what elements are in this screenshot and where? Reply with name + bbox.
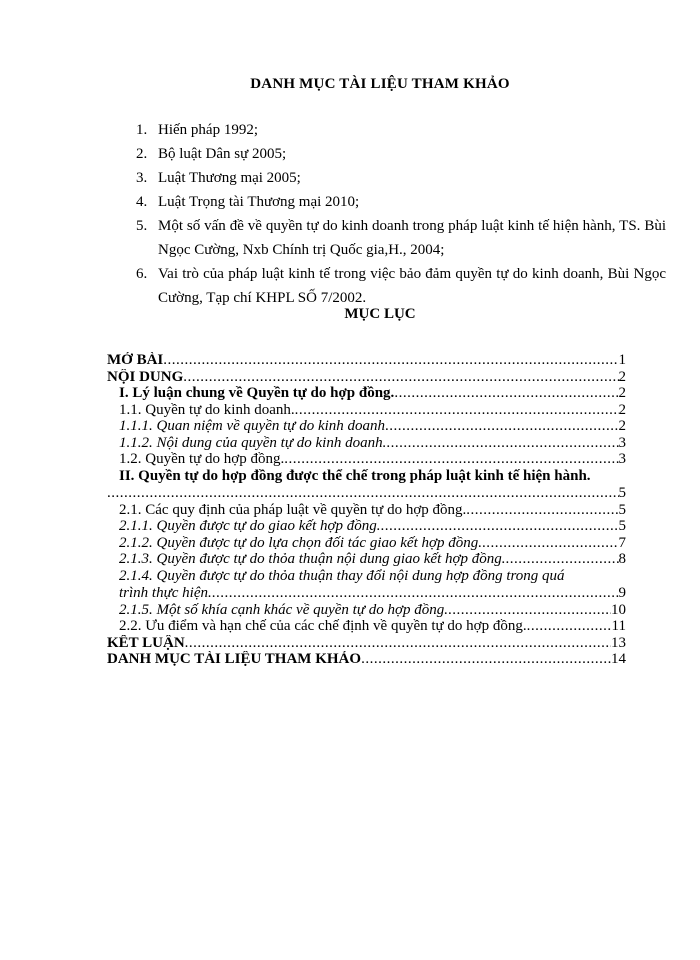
toc-entry-section-II[interactable] xyxy=(107,468,626,502)
toc-entry-2-1-3[interactable] xyxy=(107,551,626,568)
toc-page-number: 2 xyxy=(618,418,626,434)
toc-leader-dots xyxy=(482,535,619,552)
toc-entry-1-1[interactable] xyxy=(107,402,626,419)
toc-leader-dots xyxy=(466,502,618,519)
toc-page-number: 5 xyxy=(618,484,626,501)
toc-leader-dots xyxy=(163,352,618,369)
toc-leader-dots xyxy=(381,518,619,535)
toc-entry-label: 1.1.1. Quan niệm về quyền tự do kinh doanh xyxy=(119,418,386,434)
toc-entry-2-1-5[interactable] xyxy=(107,602,626,619)
toc-page-number: 5 xyxy=(618,501,626,518)
toc-entry-label: 2.1.1. Quyền được tự do giao kết hợp đồng. xyxy=(119,518,381,534)
toc-entry-2-1-4[interactable] xyxy=(107,568,626,602)
references-title: DANH MỤC TÀI LIỆU THAM KHẢO xyxy=(250,76,510,92)
toc-entry-label: I. Lý luận chung về Quyền tự do hợp đồng. xyxy=(119,385,395,401)
toc-entry-label: 2.1.5. Một số khía cạnh khác về quyền tự do hợp đồng. xyxy=(119,601,449,618)
toc-entry-label: 1.1.2. Nội dung của quyền tự do kinh doanh. xyxy=(119,434,387,451)
toc-page-number: 9 xyxy=(618,584,626,601)
toc-title: MỤC LỤC xyxy=(344,306,416,322)
toc-leader-dots xyxy=(212,585,619,602)
reference-number: 1. xyxy=(136,122,148,138)
toc-entry-label: 2.1.4. Quyền được tự do thỏa thuận thay đổi nội dung hợp đồng trong quá xyxy=(119,567,565,584)
toc-entry-2-2[interactable] xyxy=(107,618,626,635)
toc-entry-references[interactable] xyxy=(107,651,626,668)
toc-entry-2-1[interactable] xyxy=(107,502,626,519)
toc-entry-continuation xyxy=(107,485,626,502)
toc-entry-section-I[interactable] xyxy=(107,385,626,402)
reference-item xyxy=(136,262,666,310)
toc-page-number: 14 xyxy=(611,651,626,667)
toc-page-number: 5 xyxy=(618,518,626,534)
toc-entry-label: 2.1.3. Quyền được tự do thỏa thuận nội dung giao kết hợp đồng. xyxy=(119,551,506,567)
reference-number: 4. xyxy=(136,194,148,210)
reference-item xyxy=(136,142,666,166)
toc-entry-label: 2.1. Các quy định của pháp luật về quyền tự do hợp đồng. xyxy=(119,501,467,518)
toc-leader-dots xyxy=(385,418,618,435)
toc-page-number: 2 xyxy=(618,368,626,385)
toc-entry-label: 2.1.2. Quyền được tự do lựa chọn đối tác giao kết hợp đồng. xyxy=(119,534,482,551)
reference-text: Hiến pháp 1992; xyxy=(158,122,258,138)
toc-page-number: 8 xyxy=(618,551,626,567)
toc-entry-label: KẾT LUẬN xyxy=(107,634,185,651)
toc-leader-dots xyxy=(527,618,612,635)
reference-item xyxy=(136,118,666,142)
toc-entry-1-2[interactable] xyxy=(107,451,626,468)
reference-number: 5. xyxy=(136,218,148,234)
reference-text: Vai trò của pháp luật kinh tế trong việc bảo đảm quyền tự do kinh doanh, Bùi Ngọc Cường, Tạp chí KHPL SỐ 7/2002. xyxy=(158,266,666,306)
toc-page-number: 3 xyxy=(618,434,626,451)
toc-leader-dots xyxy=(361,651,611,668)
toc-page-number: 1 xyxy=(618,352,626,368)
reference-text: Luật Thương mại 2005; xyxy=(158,170,301,186)
reference-text: Một số vấn đề về quyền tự do kinh doanh trong pháp luật kinh tế hiện hành, TS. Bùi Ngọc Cường, Nxb Chính trị Quốc gia,H., 2004; xyxy=(158,218,666,258)
toc-entry-label: MỞ BÀI xyxy=(107,352,164,368)
toc-entry-label: NỘI DUNG xyxy=(107,368,184,385)
toc-entry-noi-dung[interactable] xyxy=(107,369,626,386)
reference-item xyxy=(136,190,666,214)
toc-page-number: 7 xyxy=(618,534,626,551)
toc-entry-2-1-2[interactable] xyxy=(107,535,626,552)
toc-entry-label: II. Quyền tự do hợp đồng được thể chế trong pháp luật kinh tế hiện hành. xyxy=(119,467,591,484)
toc-entry-2-1-1[interactable] xyxy=(107,518,626,535)
toc-entry-label: DANH MỤC TÀI LIỆU THAM KHẢO xyxy=(107,651,362,667)
toc-entry-ket-luan[interactable] xyxy=(107,635,626,652)
reference-text: Luật Trọng tài Thương mại 2010; xyxy=(158,194,360,210)
toc-leader-dots xyxy=(386,435,618,452)
reference-item xyxy=(136,214,666,262)
toc-leader-dots xyxy=(183,369,618,386)
toc-entry-label: 1.1. Quyền tự do kinh doanh. xyxy=(119,401,295,418)
toc-entry-label: 2.2. Ưu điểm và hạn chế của các chế định về quyền tự do hợp đồng. xyxy=(119,618,527,634)
toc-page-number: 2 xyxy=(618,385,626,401)
toc-entry-label: 1.2. Quyền tự do hợp đồng. xyxy=(119,451,285,467)
toc-leader-dots xyxy=(448,602,611,619)
toc-entry-label-continued: trình thực hiện. xyxy=(119,584,212,601)
reference-item xyxy=(136,166,666,190)
table-of-contents xyxy=(107,352,626,668)
toc-page-number: 3 xyxy=(618,451,626,467)
toc-page-number: 13 xyxy=(611,634,626,651)
toc-entry-1-1-1[interactable] xyxy=(107,418,626,435)
reference-number: 6. xyxy=(136,266,148,282)
toc-leader-dots xyxy=(185,635,611,652)
toc-leader-dots xyxy=(107,485,619,502)
toc-page-number: 11 xyxy=(611,618,626,634)
toc-page-number: 10 xyxy=(611,601,626,618)
reference-number: 3. xyxy=(136,170,148,186)
toc-entry-continuation xyxy=(119,585,626,602)
toc-leader-dots xyxy=(506,551,619,568)
toc-page-number: 2 xyxy=(618,401,626,418)
reference-number: 2. xyxy=(136,146,148,162)
toc-leader-dots xyxy=(284,451,618,468)
toc-entry-1-1-2[interactable] xyxy=(107,435,626,452)
toc-leader-dots xyxy=(295,402,619,419)
references-list xyxy=(136,118,666,310)
toc-entry-mo-bai[interactable] xyxy=(107,352,626,369)
reference-text: Bộ luật Dân sự 2005; xyxy=(158,146,287,162)
toc-leader-dots xyxy=(394,385,618,402)
